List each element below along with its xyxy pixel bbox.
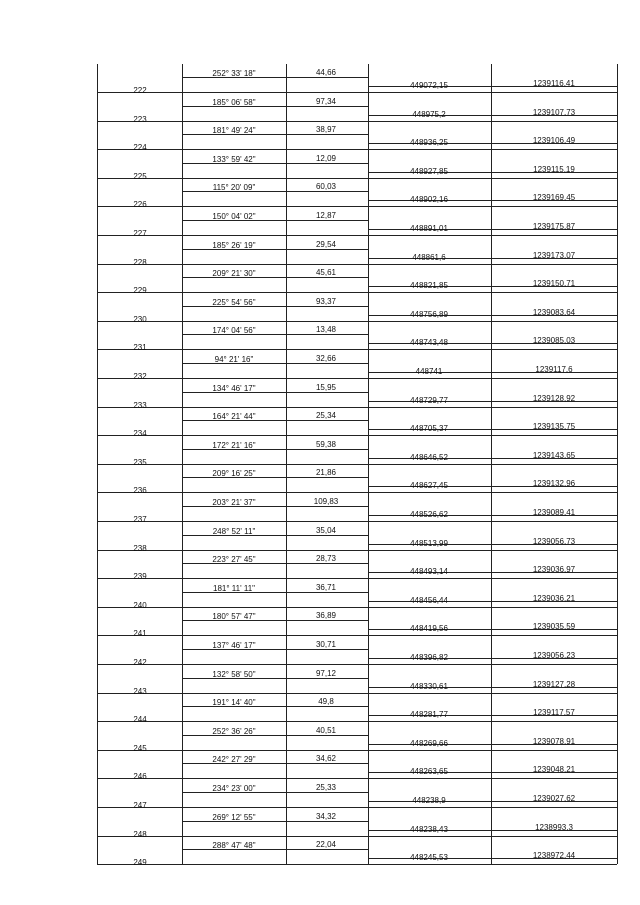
coordinate-x: 449072,15 [410, 81, 448, 90]
segment-length: 30,71 [315, 640, 337, 649]
point-number: 230 [133, 314, 147, 324]
bearing-angle: 242° 27' 29" [212, 755, 256, 765]
segment-length: 38,97 [315, 125, 337, 135]
segment-length: 59,38 [315, 439, 337, 449]
segment-length: 34,62 [315, 754, 337, 764]
coordinate-y: 1239035,59 [532, 622, 576, 632]
coordinate-x: 448741 [415, 367, 443, 376]
bearing-angle: 223° 27' 45" [212, 555, 256, 565]
coordinate-y: 1239115,19 [533, 164, 575, 174]
segment-length: 13,48 [315, 325, 337, 335]
point-number: 234 [133, 429, 147, 439]
segment-length: 29,54 [315, 239, 337, 249]
point-number: 222 [133, 86, 147, 95]
point-number: 239 [133, 572, 147, 582]
coordinate-y: 1239106,49 [532, 136, 576, 146]
coordinate-y: 1239085,03 [532, 336, 576, 346]
segment-length: 60,03 [315, 182, 337, 192]
coordinate-x: 448263,65 [410, 767, 448, 777]
bearing-angle: 172° 21' 16" [212, 440, 256, 450]
coordinate-x: 448281,77 [410, 710, 448, 720]
coordinate-y: 1239135,75 [532, 422, 576, 432]
point-number: 243 [133, 686, 147, 696]
bearing-angle: 209° 16' 25" [212, 469, 256, 479]
bearing-angle: 252° 36' 26" [212, 726, 256, 736]
segment-length: 12,87 [315, 211, 337, 220]
bearing-angle: 203° 21' 37" [212, 498, 256, 507]
coordinate-y: 1239173,07 [532, 250, 576, 260]
coordinate-x: 448975,2 [412, 109, 446, 119]
coordinate-y: 1239036,97 [532, 565, 576, 575]
bearing-angle: 288° 47' 48" [212, 841, 256, 851]
bearing-angle: 248° 52' 11" [212, 526, 256, 536]
point-number: 231 [133, 343, 147, 353]
point-number: 236 [133, 486, 147, 496]
coordinate-x: 448269,66 [410, 738, 448, 748]
coordinate-x: 448419,56 [410, 624, 448, 634]
column-border [617, 64, 618, 864]
segment-length: 34,32 [315, 811, 337, 821]
point-number: 237 [133, 515, 147, 524]
coordinate-x: 448238,43 [410, 824, 448, 834]
coordinate-x: 448456,44 [410, 595, 448, 605]
bearing-angle: 181° 49' 24" [212, 126, 256, 136]
coordinate-x: 448743,48 [410, 338, 448, 348]
bearing-angle: 134° 46' 17" [212, 383, 256, 393]
segment-length: 44,66 [315, 68, 337, 77]
point-number: 249 [133, 858, 147, 868]
segment-length: 15,95 [315, 382, 337, 392]
coordinate-x: 448705,37 [410, 424, 448, 434]
coordinate-y: 1239048,21 [532, 765, 576, 775]
coordinate-y: 1239089,41 [532, 508, 576, 517]
coordinate-x: 448936,25 [410, 138, 448, 148]
coordinate-y: 1239175,87 [532, 222, 576, 231]
point-number: 228 [133, 257, 147, 267]
point-number: 235 [133, 457, 147, 467]
coordinate-y: 1239056,73 [532, 536, 576, 546]
point-number: 244 [133, 715, 147, 725]
bearing-angle: 174° 04' 56" [212, 326, 256, 336]
coordinate-y: 1239056,23 [532, 651, 576, 660]
segment-length: 12,09 [315, 153, 337, 163]
segment-length: 25,34 [315, 411, 337, 421]
coordinate-y: 1239116,41 [533, 79, 575, 88]
bearing-angle: 133° 59' 42" [212, 154, 256, 164]
bearing-angle: 137° 46' 17" [212, 641, 256, 650]
point-number: 247 [133, 801, 147, 810]
point-number: 229 [133, 286, 147, 296]
coordinate-y: 1239169,45 [532, 193, 576, 203]
coordinate-y: 1239107,73 [532, 107, 576, 117]
segment-length: 36,71 [315, 582, 337, 592]
point-number: 232 [133, 372, 147, 381]
coordinate-x: 448396,82 [410, 653, 448, 662]
segment-length: 45,61 [315, 268, 337, 278]
coordinate-x: 448756,89 [410, 309, 448, 319]
coordinate-y: 1239117,57 [533, 708, 575, 718]
coordinate-x: 448902,16 [410, 195, 448, 205]
bearing-angle: 180° 57' 47" [212, 612, 256, 622]
bearing-angle: 132° 58' 50" [212, 669, 256, 679]
coordinate-x: 448627,45 [410, 481, 448, 491]
segment-length: 40,51 [315, 725, 337, 735]
bearing-angle: 164° 21' 44" [212, 412, 256, 422]
segment-length: 28,73 [315, 554, 337, 564]
coordinate-y: 1239027,62 [532, 794, 576, 803]
bearing-angle: 191° 14' 40" [212, 698, 256, 708]
bearing-angle: 234° 23' 00" [212, 784, 256, 793]
coordinate-x: 448861,6 [412, 252, 446, 262]
coordinate-y: 1239127,28 [532, 679, 576, 689]
point-number: 238 [133, 543, 147, 553]
point-number: 248 [133, 829, 147, 839]
segment-length: 32,66 [315, 354, 337, 363]
point-number: 246 [133, 772, 147, 782]
coordinate-y: 1239078,91 [532, 736, 576, 746]
point-number: 223 [133, 114, 147, 124]
segment-length: 93,37 [315, 296, 337, 306]
bearing-angle: 150° 04' 02" [212, 212, 256, 221]
bearing-angle: 94° 21' 16" [214, 355, 254, 364]
bearing-angle: 185° 26' 19" [212, 240, 256, 250]
bearing-angle: 115° 20' 09" [212, 183, 256, 193]
coordinate-y: 1238993,3 [535, 822, 573, 832]
bearing-angle: 185° 06' 58" [212, 97, 256, 107]
bearing-angle: 209° 21' 30" [212, 269, 256, 279]
coordinate-y: 1239036,21 [532, 593, 576, 603]
coordinate-x: 448526,62 [410, 510, 448, 519]
coordinate-x: 448493,14 [410, 567, 448, 577]
coordinate-x: 448927,85 [410, 166, 448, 176]
bearing-angle: 181° 11' 11" [213, 583, 255, 593]
coordinate-x: 448245,53 [410, 853, 448, 863]
point-number: 227 [133, 229, 147, 238]
segment-length: 109,83 [313, 497, 339, 506]
coordinate-x: 448729,77 [410, 395, 448, 405]
point-number: 226 [133, 200, 147, 210]
segment-length: 97,12 [315, 668, 337, 678]
coordinate-x: 448821,85 [410, 281, 448, 291]
bearing-angle: 269° 12' 55" [212, 812, 256, 822]
coordinate-y: 1239132,96 [532, 479, 576, 489]
point-number: 245 [133, 743, 147, 753]
coordinate-x: 448238,9 [412, 796, 446, 805]
coordinate-y: 1238972,44 [532, 851, 576, 861]
coordinate-y: 1239117,6 [535, 365, 573, 374]
coordinate-y: 1239128,92 [532, 393, 576, 403]
segment-length: 22,04 [315, 840, 337, 850]
segment-length: 25,33 [315, 783, 337, 792]
coordinate-x: 448513,99 [410, 538, 448, 548]
point-number: 225 [133, 171, 147, 181]
bearing-angle: 252° 33' 18" [212, 69, 256, 78]
coordinate-x: 448646,52 [410, 452, 448, 462]
segment-length: 97,34 [315, 96, 337, 106]
segment-length: 21,86 [315, 468, 337, 478]
coordinate-y: 1239083,64 [532, 307, 576, 317]
point-number: 233 [133, 400, 147, 410]
point-number: 242 [133, 658, 147, 667]
segment-length: 49,8 [318, 697, 334, 707]
segment-length: 35,04 [315, 525, 337, 535]
segment-length: 36,89 [315, 611, 337, 621]
bearing-angle: 225° 54' 56" [212, 297, 256, 307]
point-number: 224 [133, 143, 147, 153]
coordinate-y: 1239143,65 [532, 450, 576, 460]
coordinate-y: 1239150,71 [532, 279, 576, 289]
point-number: 240 [133, 600, 147, 610]
coordinate-x: 448330,61 [410, 681, 448, 691]
point-number: 241 [133, 629, 147, 639]
coordinate-x: 448891,01 [410, 224, 448, 233]
